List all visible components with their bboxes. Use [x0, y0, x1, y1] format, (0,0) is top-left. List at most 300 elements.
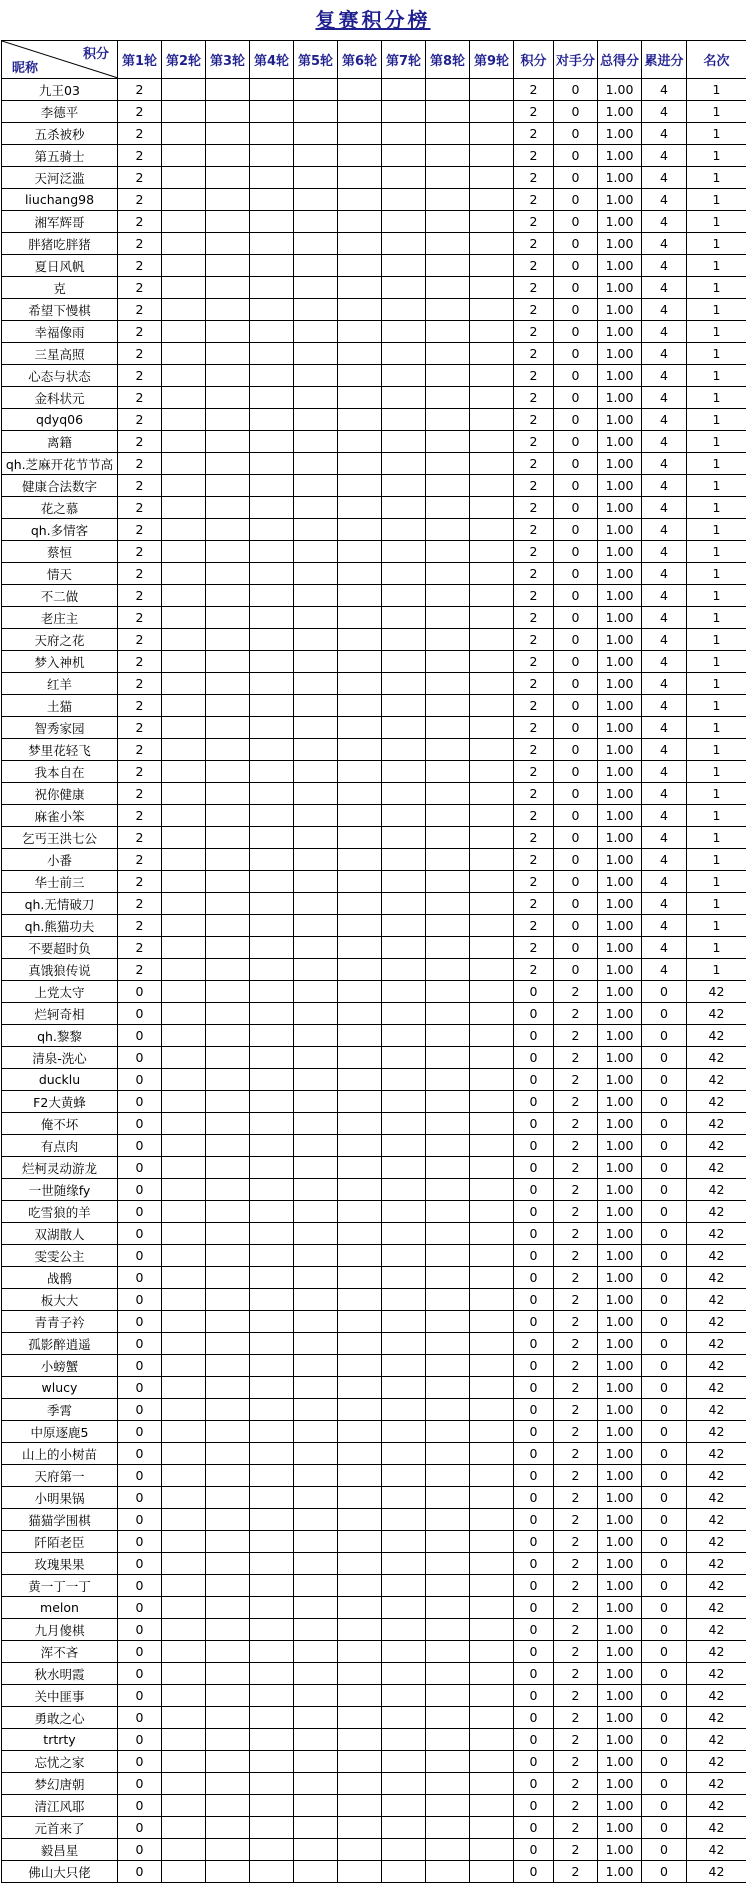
cell-round-2 [162, 1047, 206, 1069]
cell-score: 0 [514, 1861, 554, 1883]
cell-opponent-score: 2 [554, 1707, 598, 1729]
cell-round-1: 2 [118, 79, 162, 101]
cell-round-9 [470, 123, 514, 145]
cell-cumulative: 4 [642, 871, 687, 893]
cell-score: 2 [514, 453, 554, 475]
cell-round-2 [162, 1729, 206, 1751]
cell-round-2 [162, 607, 206, 629]
cell-score: 2 [514, 475, 554, 497]
cell-rank: 1 [687, 101, 746, 123]
cell-round-8 [426, 1377, 470, 1399]
cell-round-5 [294, 255, 338, 277]
cell-round-4 [250, 915, 294, 937]
cell-total: 1.00 [598, 233, 642, 255]
table-row [2, 827, 746, 849]
cell-round-5 [294, 1201, 338, 1223]
cell-round-2 [162, 1179, 206, 1201]
table-row [2, 519, 746, 541]
cell-round-6 [338, 475, 382, 497]
header-round-9: 第9轮 [470, 41, 514, 79]
cell-total: 1.00 [598, 1729, 642, 1751]
cell-round-8 [426, 497, 470, 519]
cell-rank: 1 [687, 277, 746, 299]
cell-round-1: 0 [118, 1289, 162, 1311]
cell-rank: 42 [687, 1289, 746, 1311]
cell-nickname: 关中匪事 [2, 1685, 118, 1707]
table-row [2, 1355, 746, 1377]
cell-round-9 [470, 519, 514, 541]
cell-total: 1.00 [598, 563, 642, 585]
cell-total: 1.00 [598, 453, 642, 475]
cell-cumulative: 0 [642, 1333, 687, 1355]
cell-cumulative: 4 [642, 497, 687, 519]
cell-round-5 [294, 981, 338, 1003]
cell-round-4 [250, 1113, 294, 1135]
cell-nickname: 天府之花 [2, 629, 118, 651]
cell-round-9 [470, 233, 514, 255]
cell-round-2 [162, 1157, 206, 1179]
cell-round-7 [382, 123, 426, 145]
cell-round-4 [250, 1355, 294, 1377]
cell-round-4 [250, 1531, 294, 1553]
cell-nickname: 烂柯灵动游龙 [2, 1157, 118, 1179]
cell-round-7 [382, 1861, 426, 1883]
cell-total: 1.00 [598, 1663, 642, 1685]
cell-round-7 [382, 145, 426, 167]
cell-opponent-score: 2 [554, 1311, 598, 1333]
cell-round-5 [294, 1597, 338, 1619]
cell-round-9 [470, 1641, 514, 1663]
cell-opponent-score: 0 [554, 783, 598, 805]
cell-round-6 [338, 717, 382, 739]
table-row [2, 1135, 746, 1157]
cell-round-5 [294, 1399, 338, 1421]
cell-round-1: 0 [118, 1817, 162, 1839]
cell-round-6 [338, 365, 382, 387]
cell-round-8 [426, 255, 470, 277]
cell-score: 0 [514, 1179, 554, 1201]
cell-score: 0 [514, 1465, 554, 1487]
cell-round-8 [426, 673, 470, 695]
cell-round-3 [206, 541, 250, 563]
table-row [2, 1817, 746, 1839]
cell-round-5 [294, 1443, 338, 1465]
cell-round-6 [338, 607, 382, 629]
cell-rank: 42 [687, 1575, 746, 1597]
cell-round-5 [294, 761, 338, 783]
cell-rank: 1 [687, 783, 746, 805]
cell-round-1: 0 [118, 1113, 162, 1135]
cell-score: 2 [514, 695, 554, 717]
cell-round-7 [382, 255, 426, 277]
cell-round-3 [206, 1795, 250, 1817]
cell-round-7 [382, 805, 426, 827]
cell-total: 1.00 [598, 893, 642, 915]
cell-round-6 [338, 1355, 382, 1377]
cell-opponent-score: 0 [554, 541, 598, 563]
corner-label-score: 积分 [83, 43, 109, 62]
cell-round-4 [250, 145, 294, 167]
cell-round-6 [338, 893, 382, 915]
cell-round-9 [470, 189, 514, 211]
cell-opponent-score: 0 [554, 233, 598, 255]
cell-round-3 [206, 123, 250, 145]
cell-opponent-score: 0 [554, 167, 598, 189]
table-row [2, 167, 746, 189]
cell-round-6 [338, 1443, 382, 1465]
cell-score: 0 [514, 1817, 554, 1839]
cell-rank: 1 [687, 475, 746, 497]
cell-round-2 [162, 1685, 206, 1707]
cell-round-9 [470, 79, 514, 101]
cell-opponent-score: 2 [554, 1047, 598, 1069]
cell-round-7 [382, 1003, 426, 1025]
cell-total: 1.00 [598, 849, 642, 871]
cell-round-4 [250, 673, 294, 695]
cell-rank: 1 [687, 453, 746, 475]
table-row [2, 1465, 746, 1487]
cell-round-8 [426, 717, 470, 739]
cell-opponent-score: 2 [554, 1333, 598, 1355]
cell-round-8 [426, 475, 470, 497]
cell-cumulative: 4 [642, 387, 687, 409]
cell-round-5 [294, 1509, 338, 1531]
cell-round-3 [206, 629, 250, 651]
cell-rank: 42 [687, 1707, 746, 1729]
cell-round-9 [470, 1575, 514, 1597]
cell-rank: 42 [687, 1245, 746, 1267]
cell-cumulative: 4 [642, 189, 687, 211]
cell-round-9 [470, 387, 514, 409]
cell-total: 1.00 [598, 1487, 642, 1509]
cell-round-8 [426, 651, 470, 673]
cell-round-3 [206, 893, 250, 915]
cell-rank: 42 [687, 1509, 746, 1531]
cell-round-8 [426, 1069, 470, 1091]
cell-round-2 [162, 409, 206, 431]
cell-rank: 42 [687, 1135, 746, 1157]
cell-round-4 [250, 1201, 294, 1223]
cell-round-5 [294, 189, 338, 211]
header-opponent-score: 对手分 [554, 41, 598, 79]
table-row [2, 1179, 746, 1201]
cell-round-7 [382, 563, 426, 585]
cell-nickname: 战鹘 [2, 1267, 118, 1289]
cell-round-5 [294, 1245, 338, 1267]
cell-round-2 [162, 937, 206, 959]
cell-round-3 [206, 167, 250, 189]
cell-round-1: 0 [118, 1091, 162, 1113]
cell-total: 1.00 [598, 1047, 642, 1069]
cell-nickname: 土猫 [2, 695, 118, 717]
cell-round-2 [162, 651, 206, 673]
cell-round-3 [206, 79, 250, 101]
cell-round-2 [162, 1267, 206, 1289]
cell-round-6 [338, 1245, 382, 1267]
cell-round-6 [338, 1465, 382, 1487]
cell-round-6 [338, 739, 382, 761]
cell-round-9 [470, 497, 514, 519]
cell-round-1: 0 [118, 1729, 162, 1751]
header-round-3: 第3轮 [206, 41, 250, 79]
cell-opponent-score: 2 [554, 1817, 598, 1839]
table-row [2, 1047, 746, 1069]
cell-round-2 [162, 915, 206, 937]
cell-opponent-score: 2 [554, 1531, 598, 1553]
cell-round-1: 0 [118, 1861, 162, 1883]
cell-round-4 [250, 607, 294, 629]
cell-total: 1.00 [598, 255, 642, 277]
cell-round-9 [470, 1553, 514, 1575]
cell-score: 0 [514, 1509, 554, 1531]
cell-round-9 [470, 585, 514, 607]
cell-round-2 [162, 1003, 206, 1025]
cell-round-5 [294, 277, 338, 299]
cell-round-8 [426, 431, 470, 453]
cell-round-6 [338, 981, 382, 1003]
cell-round-7 [382, 827, 426, 849]
cell-round-8 [426, 1201, 470, 1223]
cell-round-9 [470, 1333, 514, 1355]
cell-opponent-score: 0 [554, 189, 598, 211]
cell-round-7 [382, 1443, 426, 1465]
cell-round-2 [162, 1553, 206, 1575]
cell-round-6 [338, 1069, 382, 1091]
cell-round-1: 2 [118, 871, 162, 893]
cell-opponent-score: 0 [554, 563, 598, 585]
header-score: 积分 [514, 41, 554, 79]
cell-round-6 [338, 167, 382, 189]
cell-round-4 [250, 1663, 294, 1685]
cell-score: 0 [514, 1641, 554, 1663]
cell-round-2 [162, 475, 206, 497]
cell-round-4 [250, 1597, 294, 1619]
cell-round-8 [426, 1751, 470, 1773]
cell-round-7 [382, 629, 426, 651]
cell-nickname: 九王03 [2, 79, 118, 101]
cell-opponent-score: 0 [554, 893, 598, 915]
cell-total: 1.00 [598, 1223, 642, 1245]
cell-total: 1.00 [598, 299, 642, 321]
cell-round-6 [338, 1487, 382, 1509]
cell-round-7 [382, 211, 426, 233]
cell-round-2 [162, 673, 206, 695]
cell-round-3 [206, 1025, 250, 1047]
cell-round-2 [162, 783, 206, 805]
cell-round-3 [206, 1201, 250, 1223]
cell-total: 1.00 [598, 805, 642, 827]
cell-round-6 [338, 1377, 382, 1399]
cell-rank: 42 [687, 1641, 746, 1663]
cell-round-3 [206, 1311, 250, 1333]
cell-round-6 [338, 673, 382, 695]
cell-total: 1.00 [598, 1817, 642, 1839]
cell-score: 0 [514, 1289, 554, 1311]
cell-round-2 [162, 717, 206, 739]
cell-score: 2 [514, 167, 554, 189]
cell-round-4 [250, 475, 294, 497]
cell-cumulative: 0 [642, 1861, 687, 1883]
cell-round-9 [470, 409, 514, 431]
cell-round-5 [294, 1553, 338, 1575]
cell-rank: 42 [687, 1839, 746, 1861]
table-row [2, 1619, 746, 1641]
cell-nickname: 胖猪吃胖猪 [2, 233, 118, 255]
cell-score: 2 [514, 277, 554, 299]
cell-score: 2 [514, 827, 554, 849]
cell-round-9 [470, 1861, 514, 1883]
cell-round-5 [294, 453, 338, 475]
cell-rank: 42 [687, 1157, 746, 1179]
cell-round-7 [382, 1025, 426, 1047]
cell-round-6 [338, 805, 382, 827]
table-body [2, 79, 746, 1883]
cell-round-6 [338, 1333, 382, 1355]
cell-round-1: 2 [118, 519, 162, 541]
cell-round-6 [338, 1839, 382, 1861]
table-row [2, 695, 746, 717]
cell-round-4 [250, 1157, 294, 1179]
cell-rank: 42 [687, 1223, 746, 1245]
cell-round-9 [470, 1223, 514, 1245]
cell-round-6 [338, 277, 382, 299]
cell-round-3 [206, 1685, 250, 1707]
cell-nickname: 浑不吝 [2, 1641, 118, 1663]
cell-opponent-score: 0 [554, 871, 598, 893]
cell-round-4 [250, 1817, 294, 1839]
cell-round-8 [426, 101, 470, 123]
cell-round-5 [294, 849, 338, 871]
cell-round-9 [470, 453, 514, 475]
header-round-1: 第1轮 [118, 41, 162, 79]
cell-opponent-score: 0 [554, 409, 598, 431]
cell-nickname: qh.无情破刀 [2, 893, 118, 915]
cell-total: 1.00 [598, 1201, 642, 1223]
cell-round-2 [162, 167, 206, 189]
cell-round-3 [206, 1575, 250, 1597]
cell-cumulative: 0 [642, 1465, 687, 1487]
cell-round-9 [470, 321, 514, 343]
cell-round-8 [426, 365, 470, 387]
cell-round-7 [382, 387, 426, 409]
cell-round-1: 0 [118, 1443, 162, 1465]
cell-round-2 [162, 871, 206, 893]
cell-opponent-score: 0 [554, 607, 598, 629]
cell-round-2 [162, 101, 206, 123]
cell-rank: 42 [687, 1421, 746, 1443]
cell-round-3 [206, 519, 250, 541]
cell-cumulative: 0 [642, 1113, 687, 1135]
cell-round-4 [250, 717, 294, 739]
table-row [2, 1773, 746, 1795]
cell-round-6 [338, 1575, 382, 1597]
cell-round-2 [162, 1839, 206, 1861]
cell-round-3 [206, 365, 250, 387]
cell-round-3 [206, 453, 250, 475]
cell-nickname: melon [2, 1597, 118, 1619]
cell-round-8 [426, 1663, 470, 1685]
cell-round-1: 0 [118, 1047, 162, 1069]
cell-opponent-score: 2 [554, 1443, 598, 1465]
cell-round-1: 0 [118, 1531, 162, 1553]
cell-score: 2 [514, 915, 554, 937]
cell-round-1: 0 [118, 1399, 162, 1421]
cell-round-2 [162, 1663, 206, 1685]
cell-opponent-score: 0 [554, 519, 598, 541]
cell-round-3 [206, 1289, 250, 1311]
cell-round-4 [250, 343, 294, 365]
cell-rank: 1 [687, 167, 746, 189]
cell-round-8 [426, 1817, 470, 1839]
cell-opponent-score: 0 [554, 123, 598, 145]
cell-round-7 [382, 1157, 426, 1179]
cell-score: 2 [514, 123, 554, 145]
table-row [2, 1267, 746, 1289]
cell-nickname: 元首来了 [2, 1817, 118, 1839]
cell-nickname: 小明果锅 [2, 1487, 118, 1509]
cell-round-4 [250, 1487, 294, 1509]
cell-nickname: 蔡恒 [2, 541, 118, 563]
cell-round-7 [382, 1399, 426, 1421]
cell-nickname: 第五骑士 [2, 145, 118, 167]
cell-score: 0 [514, 1223, 554, 1245]
cell-round-6 [338, 1399, 382, 1421]
cell-round-8 [426, 1531, 470, 1553]
cell-round-7 [382, 277, 426, 299]
table-row [2, 871, 746, 893]
cell-nickname: 小番 [2, 849, 118, 871]
cell-nickname: 佛山大只佬 [2, 1861, 118, 1883]
cell-round-1: 2 [118, 299, 162, 321]
cell-round-2 [162, 739, 206, 761]
cell-round-4 [250, 211, 294, 233]
cell-round-2 [162, 277, 206, 299]
cell-round-4 [250, 1421, 294, 1443]
cell-opponent-score: 0 [554, 431, 598, 453]
cell-round-4 [250, 937, 294, 959]
cell-rank: 1 [687, 651, 746, 673]
cell-round-2 [162, 1377, 206, 1399]
cell-opponent-score: 2 [554, 1069, 598, 1091]
cell-round-7 [382, 1355, 426, 1377]
cell-rank: 42 [687, 1773, 746, 1795]
cell-round-3 [206, 915, 250, 937]
cell-round-8 [426, 761, 470, 783]
cell-round-3 [206, 1817, 250, 1839]
cell-round-9 [470, 1509, 514, 1531]
cell-total: 1.00 [598, 651, 642, 673]
header-round-5: 第5轮 [294, 41, 338, 79]
cell-round-1: 0 [118, 1069, 162, 1091]
table-row [2, 1223, 746, 1245]
cell-rank: 1 [687, 629, 746, 651]
cell-opponent-score: 2 [554, 1201, 598, 1223]
cell-round-4 [250, 1553, 294, 1575]
cell-round-9 [470, 145, 514, 167]
cell-round-2 [162, 1421, 206, 1443]
cell-total: 1.00 [598, 1509, 642, 1531]
cell-round-4 [250, 1443, 294, 1465]
cell-total: 1.00 [598, 717, 642, 739]
cell-round-8 [426, 849, 470, 871]
cell-round-2 [162, 431, 206, 453]
cell-round-2 [162, 1619, 206, 1641]
cell-round-5 [294, 1773, 338, 1795]
cell-round-3 [206, 1135, 250, 1157]
cell-round-2 [162, 1707, 206, 1729]
cell-round-4 [250, 453, 294, 475]
cell-round-3 [206, 849, 250, 871]
